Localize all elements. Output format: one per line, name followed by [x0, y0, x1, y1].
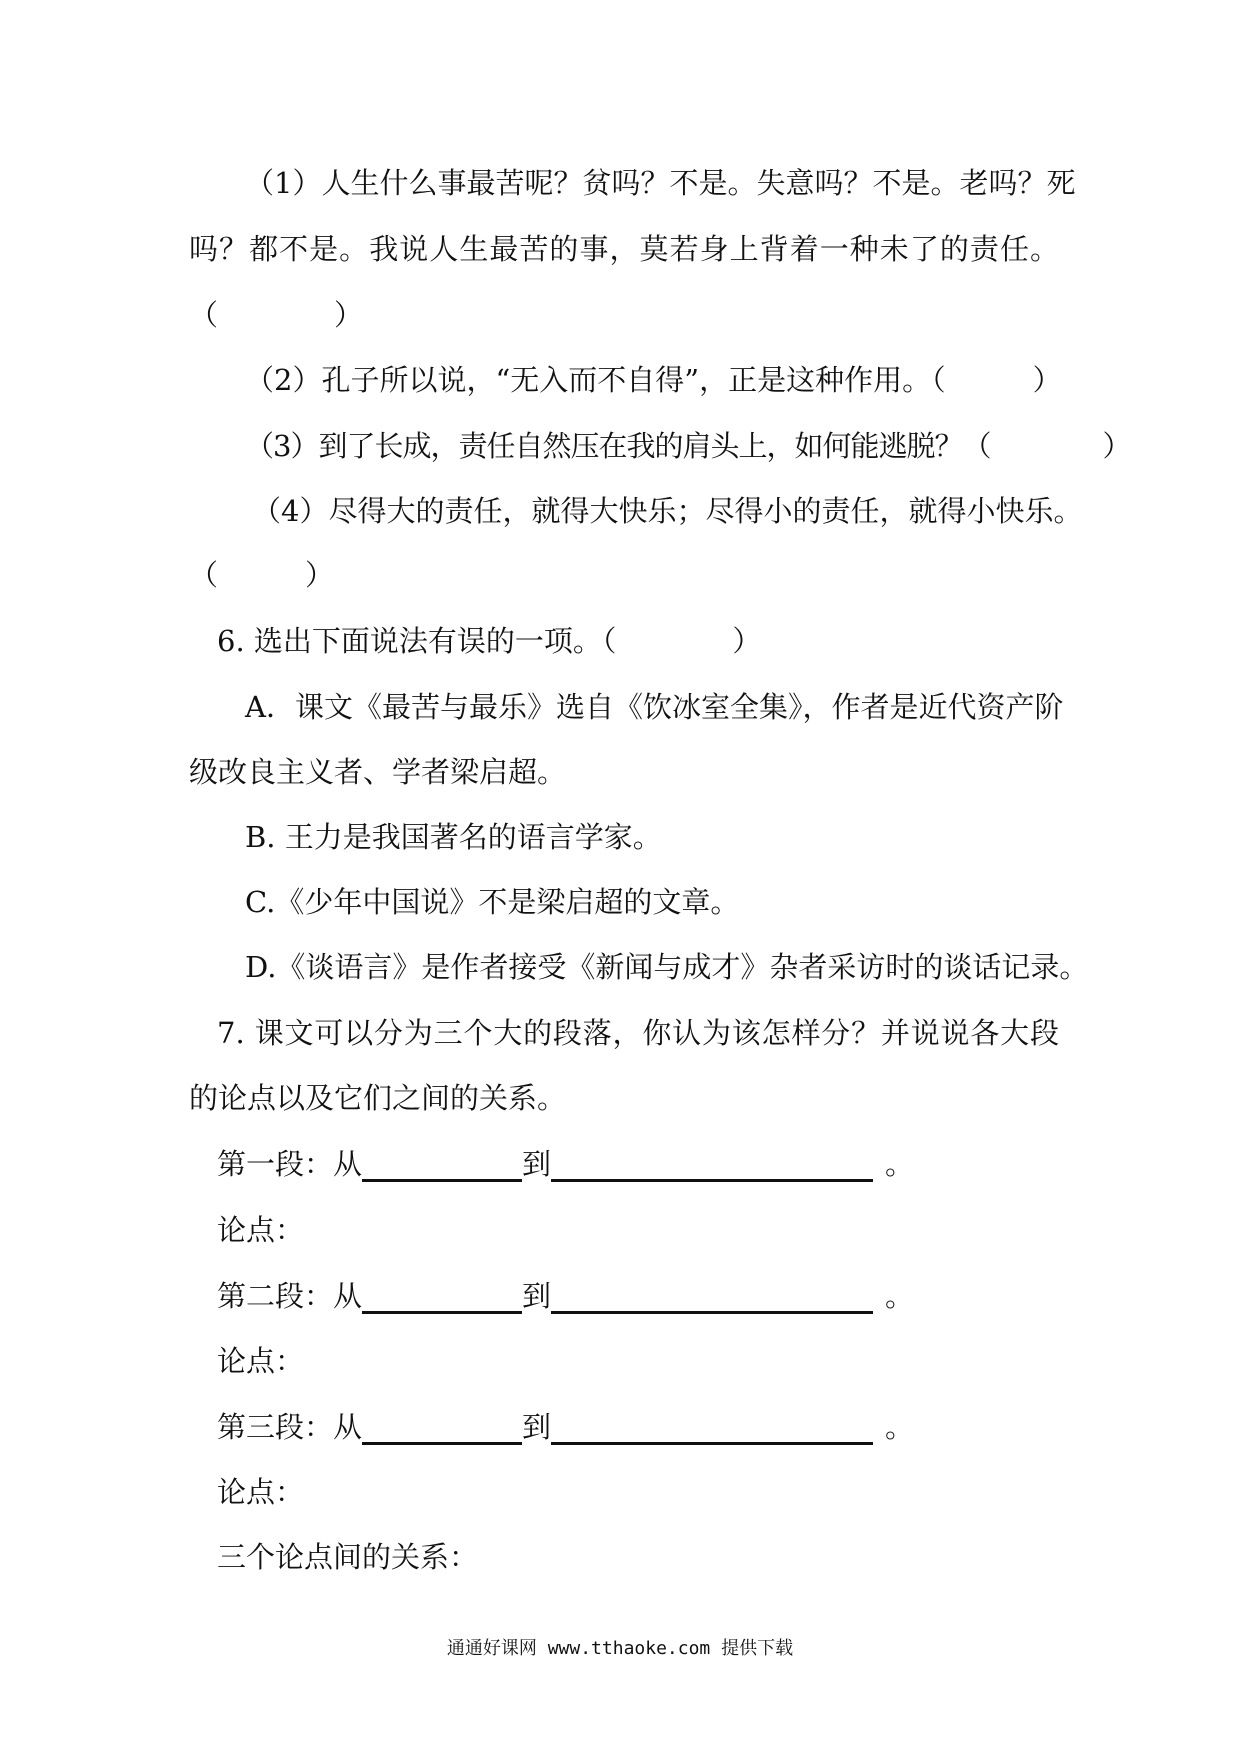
q5-item4-line1: （4）尽得大的责任，就得大快乐；尽得小的责任，就得小快乐。 — [252, 494, 1083, 528]
q6-option-b: B. 王力是我国著名的语言学家。 — [245, 820, 662, 854]
section-1-to: 到 — [522, 1147, 552, 1181]
q7-stem-line1: 7. 课文可以分为三个大的段落，你认为该怎样分？并说说各大段 — [217, 1016, 1059, 1050]
section-3-end: 。 — [885, 1410, 915, 1444]
section-3-row — [217, 1409, 914, 1445]
section-2-label: 第二段：从 — [217, 1279, 363, 1313]
section-1-end: 。 — [885, 1147, 915, 1181]
q6-option-a-line1: A．课文《最苦与最乐》选自《饮冰室全集》，作者是近代资产阶 — [245, 690, 1064, 724]
section-2-end: 。 — [885, 1279, 915, 1313]
section-3-point: 论点： — [217, 1475, 305, 1509]
section-1-label: 第一段：从 — [217, 1147, 363, 1181]
q6-option-d: D.《谈语言》是作者接受《新闻与成才》杂者采访时的谈话记录。 — [245, 950, 1089, 984]
section-1-point: 论点： — [217, 1213, 305, 1247]
q5-item3: （3）到了长成，责任自然压在我的肩头上，如何能逃脱？（ ） — [245, 429, 1131, 463]
relation-label: 三个论点间的关系： — [217, 1540, 479, 1574]
section-3-to-blank[interactable] — [551, 1412, 873, 1445]
q5-item4-answer-paren[interactable]: （ ） — [189, 558, 335, 592]
section-1-row — [217, 1146, 914, 1182]
q7-stem-line2: 的论点以及它们之间的关系。 — [189, 1081, 567, 1115]
q5-item1-line2: 吗？都不是。我说人生最苦的事，莫若身上背着一种未了的责任。 — [189, 232, 1059, 266]
q5-item1-answer-paren[interactable]: （ ） — [189, 298, 364, 332]
section-2-row — [217, 1278, 914, 1314]
section-3-to: 到 — [522, 1410, 552, 1444]
section-2-from-blank[interactable] — [362, 1281, 522, 1314]
q5-item1-line1: （1）人生什么事最苦呢？贫吗？不是。失意吗？不是。老吗？死 — [245, 166, 1076, 200]
q6-option-c: C.《少年中国说》不是梁启超的文章。 — [245, 885, 740, 919]
section-2-to-blank[interactable] — [551, 1281, 873, 1314]
section-2-to: 到 — [522, 1279, 552, 1313]
footer-source: 通通好课网 www.tthaoke.com 提供下载 — [446, 1638, 794, 1659]
q6-stem: 6. 选出下面说法有误的一项。（ ） — [217, 624, 762, 658]
section-3-label: 第三段：从 — [217, 1410, 363, 1444]
section-3-from-blank[interactable] — [362, 1412, 522, 1445]
q6-option-a-line2: 级改良主义者、学者梁启超。 — [189, 755, 567, 789]
section-1-from-blank[interactable] — [362, 1149, 522, 1182]
section-1-to-blank[interactable] — [551, 1149, 873, 1182]
section-2-point: 论点： — [217, 1344, 305, 1378]
q5-item2: （2）孔子所以说，“无入而不自得”，正是这种作用。（ ） — [245, 363, 1062, 397]
